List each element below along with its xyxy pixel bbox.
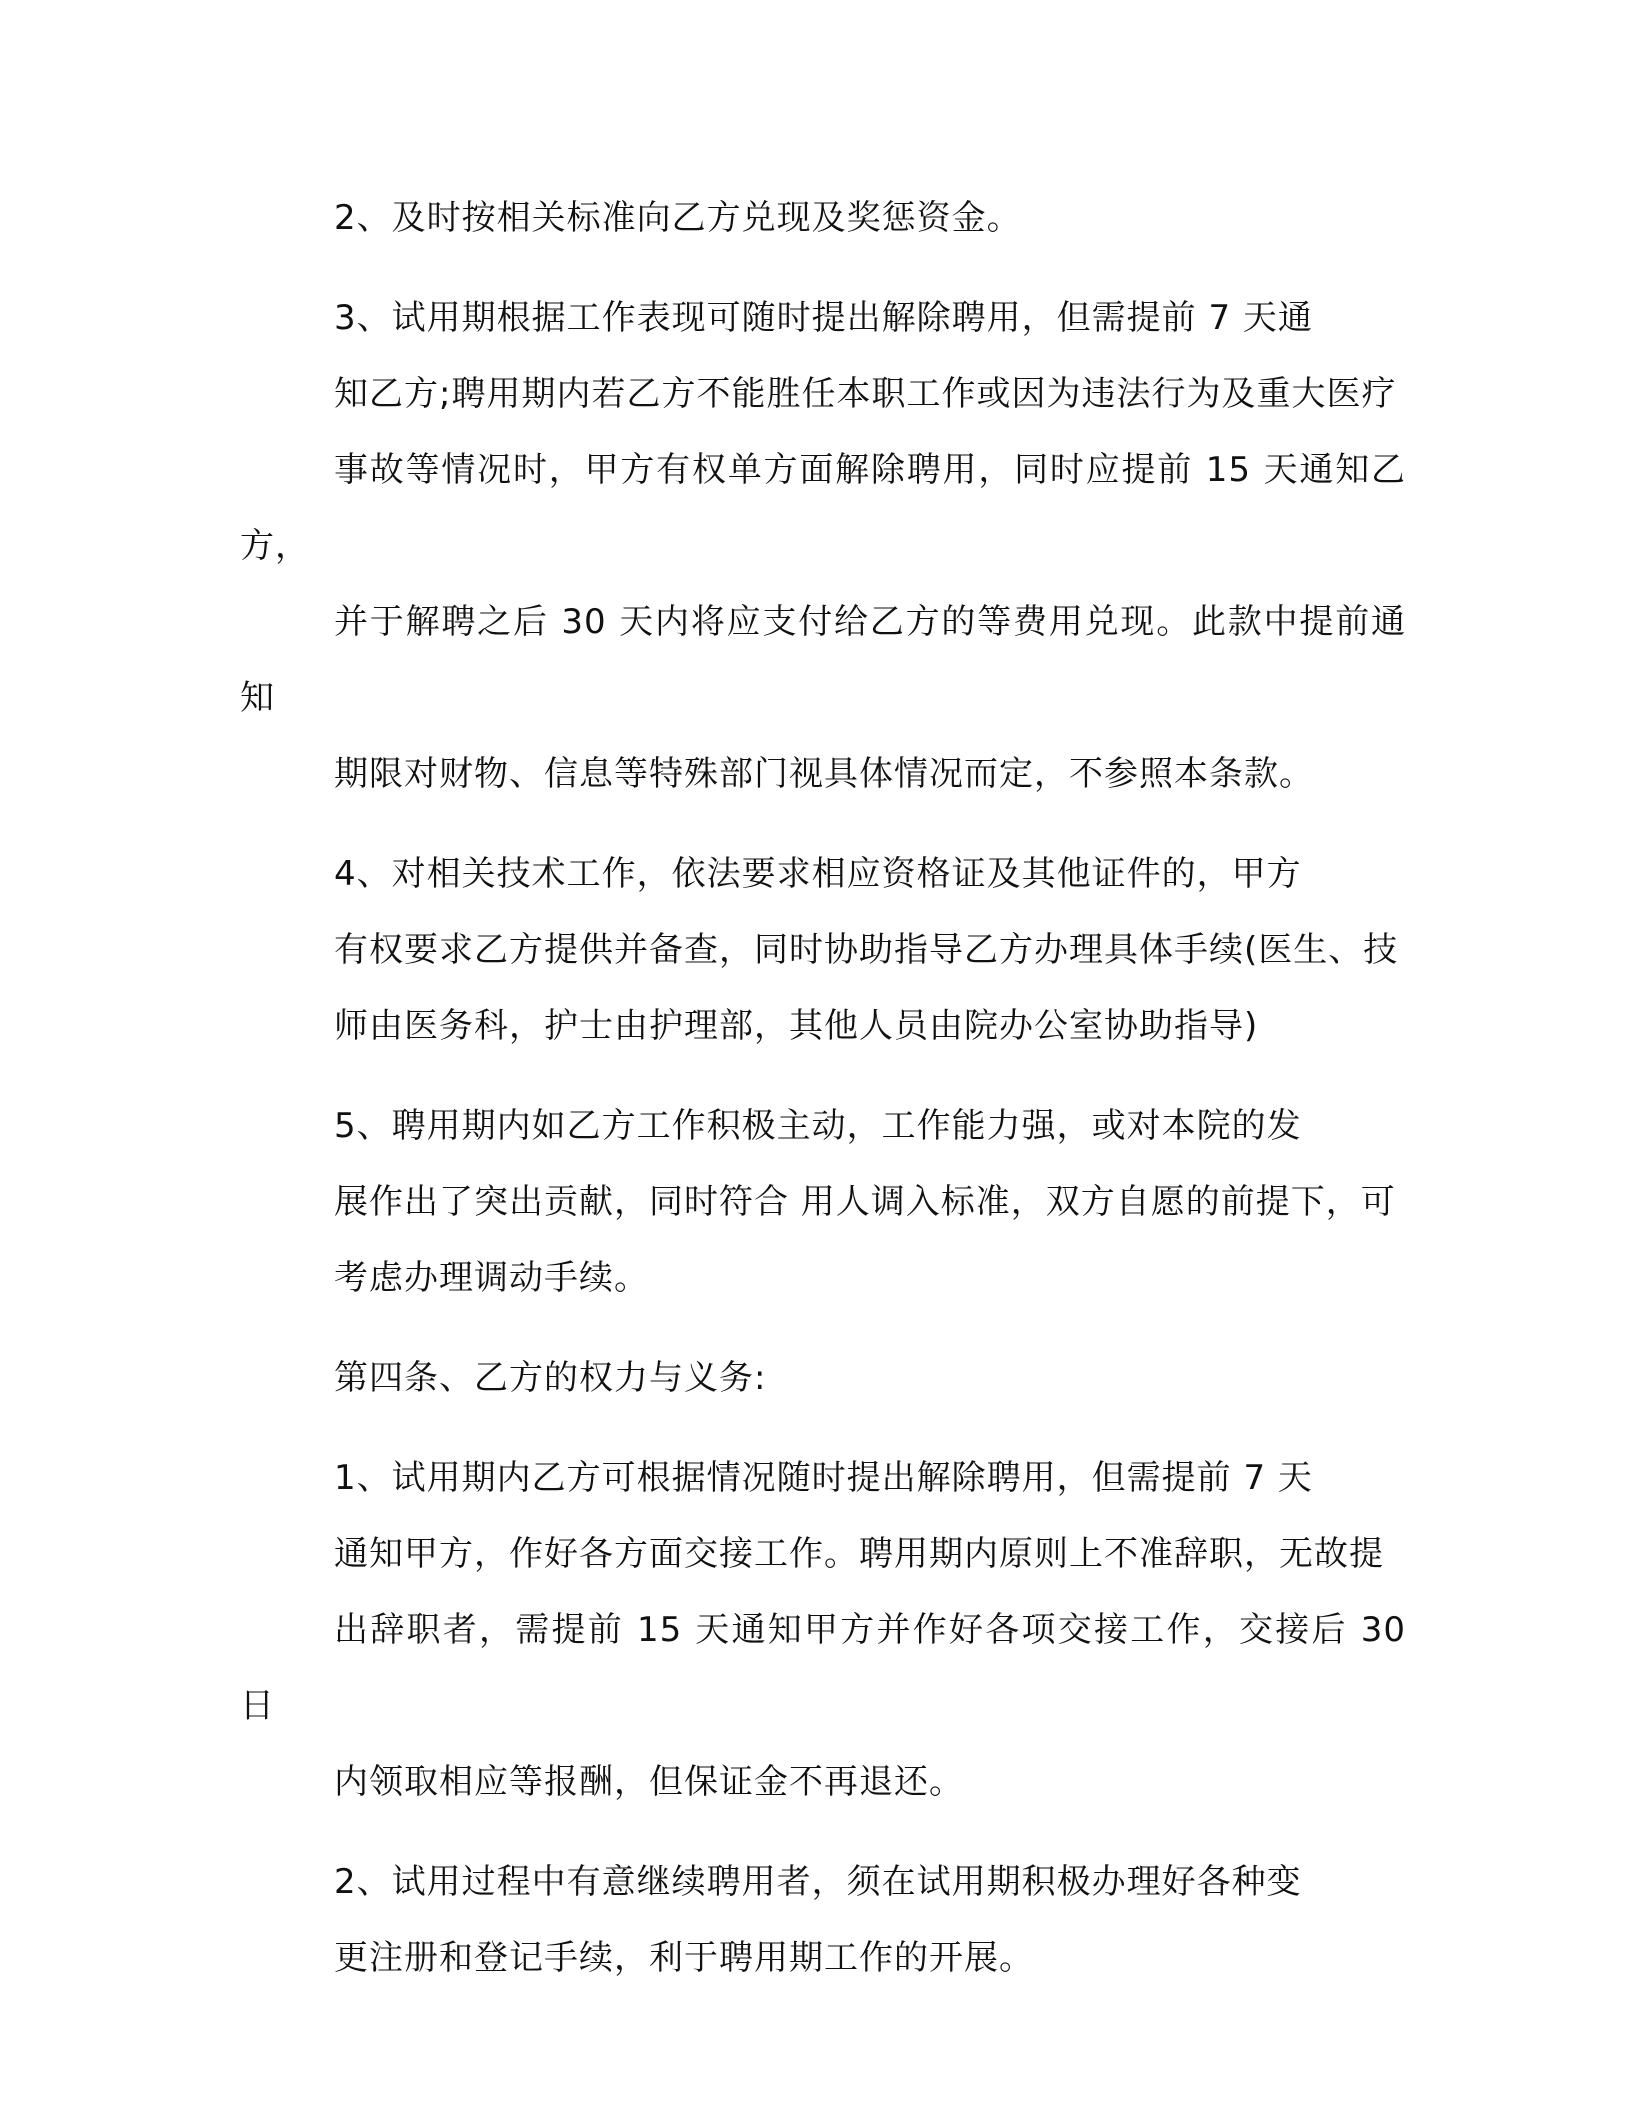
paragraph-clause-5 xyxy=(240,1088,1406,1316)
text-line: 展作出了突出贡献，同时符合 用人调入标准，双方自愿的前提下，可 xyxy=(334,1182,1396,1222)
paragraph-clause-2 xyxy=(240,180,1406,256)
text-line: 期限对财物、信息等特殊部门视具体情况而定，不参照本条款。 xyxy=(334,754,1314,794)
text-line: 出辞职者，需提前 15 天通知甲方并作好各项交接工作，交接后 30 日 xyxy=(240,1610,1406,1726)
text-line: 2、及时按相关标准向乙方兑现及奖惩资金。 xyxy=(334,198,1022,238)
text-line: 知乙方;聘用期内若乙方不能胜任本职工作或因为违法行为及重大医疗 xyxy=(334,374,1397,414)
text-line: 2、试用过程中有意继续聘用者，须在试用期积极办理好各种变 xyxy=(334,1862,1302,1902)
text-line: 有权要求乙方提供并备查，同时协助指导乙方办理具体手续(医生、技 xyxy=(334,930,1399,970)
section-heading-article-4 xyxy=(240,1340,1406,1416)
text-line: 更注册和登记手续，利于聘用期工作的开展。 xyxy=(334,1938,1034,1978)
text-line: 4、对相关技术工作，依法要求相应资格证及其他证件的，甲方 xyxy=(334,854,1302,894)
text-line: 内领取相应等报酬，但保证金不再退还。 xyxy=(334,1762,964,1802)
text-line: 师由医务科，护士由护理部，其他人员由院办公室协助指导) xyxy=(334,1006,1259,1046)
text-line: 5、聘用期内如乙方工作积极主动，工作能力强，或对本院的发 xyxy=(334,1106,1302,1146)
text-line: 事故等情况时，甲方有权单方面解除聘用，同时应提前 15 天通知乙方， xyxy=(240,450,1406,566)
document-body xyxy=(240,180,1406,2020)
text-line: 第四条、乙方的权力与义务: xyxy=(334,1358,767,1398)
paragraph-clause-3 xyxy=(240,280,1406,812)
text-line: 通知甲方，作好各方面交接工作。聘用期内原则上不准辞职，无故提 xyxy=(334,1534,1384,1574)
text-line: 3、试用期根据工作表现可随时提出解除聘用，但需提前 7 天通 xyxy=(334,298,1313,338)
text-line: 1、试用期内乙方可根据情况随时提出解除聘用，但需提前 7 天 xyxy=(334,1458,1313,1498)
paragraph-article-4-clause-1 xyxy=(240,1440,1406,1820)
text-line: 考虑办理调动手续。 xyxy=(334,1258,649,1298)
text-line: 并于解聘之后 30 天内将应支付给乙方的等费用兑现。此款中提前通知 xyxy=(240,602,1406,718)
paragraph-article-4-clause-2 xyxy=(240,1844,1406,1996)
paragraph-clause-4 xyxy=(240,836,1406,1064)
